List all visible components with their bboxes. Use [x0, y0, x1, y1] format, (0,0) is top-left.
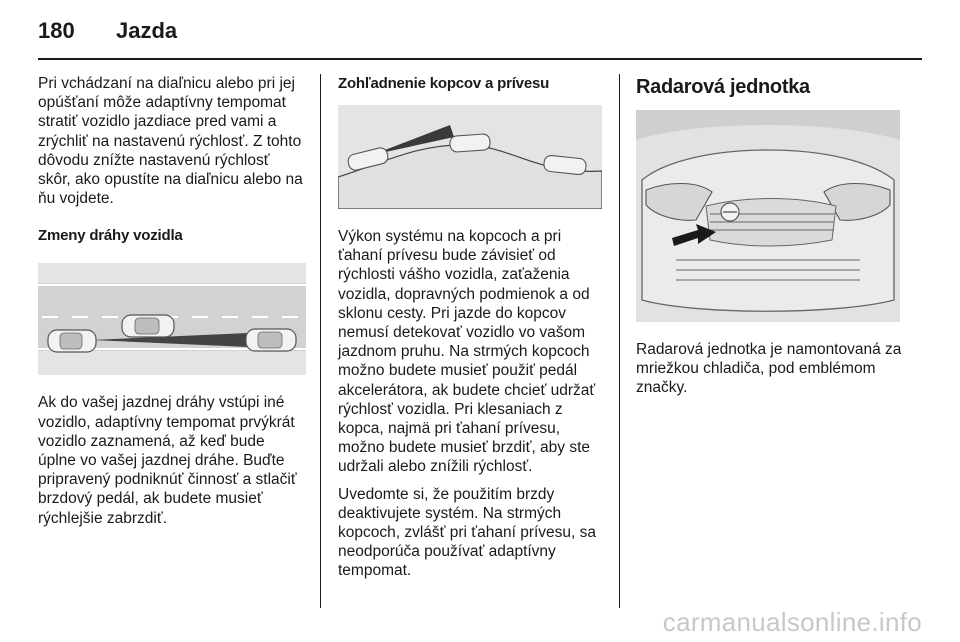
brake-paragraph: Uvedomte si, že použitím brzdy deaktivujete systém. Na strmých kopcoch, zvlášť pri ťahaní prívesu, sa neodporúča používať adaptívny tempomat.	[338, 485, 597, 580]
own-car-icon	[48, 330, 96, 352]
column-1	[38, 74, 306, 528]
radar-unit-heading: Radarová jednotka	[636, 76, 810, 98]
column-2	[338, 74, 604, 581]
hill-illustration	[338, 105, 602, 209]
highway-paragraph: Pri vchádzaní na diaľnicu alebo pri jej opúšťaní môže adaptívny tempomat stratiť vozidlo jazdiace pred vami a zrýchliť na nastavenú rýchlosť. Z tohto dôvodu znížte nastavenú rýchlosť skôr, ako opustíte na diaľnicu alebo na ňu vojdete.	[38, 75, 303, 208]
hills-paragraph: Výkon systému na kopcoch a pri ťahaní prívesu bude závisieť od rýchlosti vášho vozidla, zaťaženia vozidla, dopravných podmienok a od sklonu cesty. Pri jazde do kopcov nemusí detekovať vozidlo vo vašom jazdnom pruhu. Na strmých kopcoch možno budete musieť použiť pedál akcelerátora, ak budete chcieť udržať rýchlosť vozidla. Pri klesaniach z kopca, najmä pri ťahaní prívesu, možno budete musieť brzdiť, aby ste udržali alebo znížili rýchlosť.	[338, 228, 596, 476]
lane-change-illustration	[38, 263, 306, 375]
lane-change-paragraph: Ak do vašej jazdnej dráhy vstúpi iné vozidlo, adaptívny tempomat prvýkrát vozidlo zaznamená, až keď bude úplne vo vašej jazdnej dráhe. Buďte pripravený podniknúť činnosť a stlačiť brzdový pedál, ak budete musieť rýchlejšie zabrzdiť.	[38, 394, 297, 527]
lane-change-heading: Zmeny dráhy vozidla	[38, 227, 183, 245]
header-divider	[38, 58, 922, 60]
merging-car-icon	[122, 315, 174, 337]
car-icon	[449, 134, 490, 153]
column-divider-2	[619, 74, 620, 608]
section-title: Jazda	[116, 18, 178, 43]
radar-unit-paragraph: Radarová jednotka je namontovaná za mriežkou chladiča, pod emblémom značky.	[636, 341, 902, 397]
hills-trailer-heading: Zohľadnenie kopcov a prívesu	[338, 75, 550, 92]
column-3	[636, 74, 904, 398]
radar-unit-illustration	[636, 110, 900, 322]
page-number: 180	[38, 18, 75, 43]
page-header	[38, 18, 177, 48]
watermark: carmanualsonline.info	[662, 607, 922, 637]
lead-car-icon	[246, 329, 296, 351]
column-divider-1	[320, 74, 321, 608]
